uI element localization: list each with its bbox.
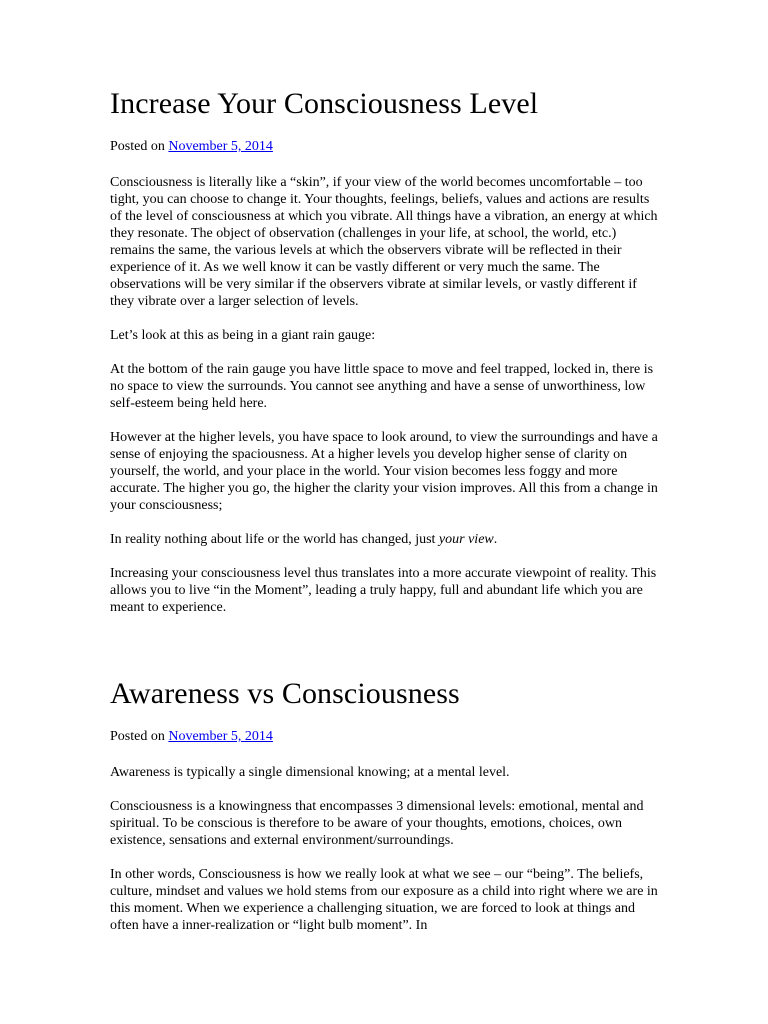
- post-title: Increase Your Consciousness Level: [110, 87, 539, 120]
- paragraph: Awareness is typically a single dimensional knowing; at a mental level.: [110, 765, 510, 780]
- post-date-link[interactable]: November 5, 2014: [168, 729, 273, 744]
- post-increase-consciousness: [110, 84, 660, 616]
- paragraph: At the bottom of the rain gauge you have little space to move and feel trapped, locked in, there is no space to view the surrounds. You cannot see anything and have a sense of unworthiness, low self-esteem being held here.: [110, 362, 654, 411]
- reality-end: .: [493, 532, 498, 547]
- reality-text: In reality nothing about life or the world has changed, just: [110, 532, 439, 547]
- paragraph: In other words, Consciousness is how we really look at what we see – our “being”. The beliefs, culture, mindset and values we hold stems from our exposure as a child into right where we are in this moment. When we experience a challenging situation, we are forced to look at things and often have a inner-realization or “light bulb moment”. In: [110, 867, 658, 933]
- reality-emphasis: your view: [438, 532, 494, 547]
- post-date-link[interactable]: November 5, 2014: [168, 139, 273, 154]
- paragraph: Consciousness is a knowingness that encompasses 3 dimensional levels: emotional, mental and spiritual. To be conscious is therefore to be aware of your thoughts, emotions, choices, own existence, sensations and external environment/surroundings.: [110, 799, 644, 848]
- posted-on-label: Posted on: [110, 729, 165, 744]
- posted-on-label: Posted on: [110, 139, 165, 154]
- paragraph: However at the higher levels, you have space to look around, to view the surroundings and have a sense of enjoying the spaciousness. At a higher levels you develop higher sense of clarity on yourself, the world, and your place in the world. Your vision becomes less foggy and more accurate. The higher you go, the higher the clarity your vision improves. All this from a change in your consciousness;: [110, 430, 658, 513]
- paragraph: Let’s look at this as being in a giant rain gauge:: [110, 328, 376, 343]
- paragraph: Increasing your consciousness level thus translates into a more accurate viewpoint of reality. This allows you to live “in the Moment”, leading a truly happy, full and abundant life which you are meant to experience.: [110, 566, 657, 615]
- post-awareness-vs-consciousness: [110, 674, 660, 934]
- post-meta: [110, 728, 660, 746]
- paragraph: Consciousness is literally like a “skin”, if your view of the world becomes uncomfortable – too tight, you can choose to change it. Your thoughts, feelings, beliefs, values and actions are results of the level of consciousness at which you vibrate. All things have a vibration, an energy at which they resonate. The object of observation (challenges in your life, at school, the world, etc.) remains the same, the various levels at which the observers vibrate will be reflected in their experience of it. As we well know it can be vastly different or very much the same. The observations will be very similar if the observers vibrate at similar levels, or vastly different if they vibrate over a larger selection of levels.: [110, 175, 658, 309]
- post-title: Awareness vs Consciousness: [110, 677, 460, 710]
- paragraph-reality: [110, 531, 660, 548]
- post-meta: [110, 138, 660, 156]
